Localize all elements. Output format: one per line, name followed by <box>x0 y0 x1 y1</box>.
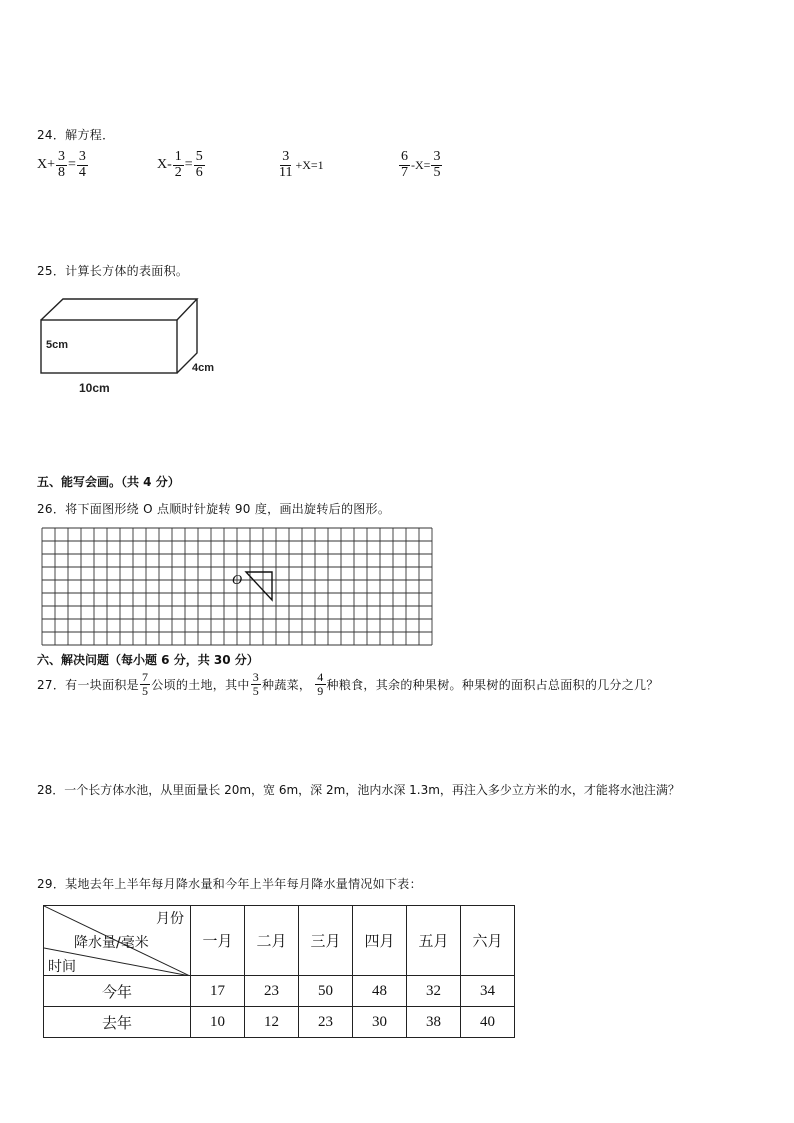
equals-sign: = <box>68 157 76 173</box>
rotation-grid <box>40 526 435 646</box>
month-header: 一月 <box>191 906 245 976</box>
question-27-text-3: 种蔬菜， <box>262 677 312 692</box>
section-5-title: 五、能写会画。（共 4 分） <box>37 475 180 489</box>
header-month-label: 月份 <box>156 911 184 927</box>
table-cell: 48 <box>353 976 407 1007</box>
equation-2-lead: X- <box>157 157 172 173</box>
question-27-text-2: 公顷的土地，其中 <box>151 677 250 692</box>
fraction-3-5-b: $\frac{3}{5}$ <box>252 670 260 698</box>
fraction-7-5: $\frac{7}{5}$ <box>141 670 149 698</box>
equation-1 <box>37 150 89 180</box>
header-unit-label: 降水量/毫米 <box>74 935 149 951</box>
table-header-row <box>44 906 515 976</box>
fraction-6-7: $\frac{6}{7}$ <box>401 149 408 180</box>
cuboid-top-face <box>41 299 197 320</box>
depth-label: 4cm <box>192 362 215 374</box>
equals-sign: = <box>184 157 193 173</box>
question-26-title: 26．将下面图形绕 O 点顺时针旋转 90 度，画出旋转后的图形。 <box>37 502 391 516</box>
table-cell: 12 <box>245 1007 299 1038</box>
table-cell: 50 <box>299 976 353 1007</box>
table-cell: 23 <box>299 1007 353 1038</box>
rainfall-table <box>43 905 515 1038</box>
equation-4 <box>398 150 443 180</box>
cuboid-figure <box>30 295 230 405</box>
month-header: 三月 <box>299 906 353 976</box>
equation-1-lead: X+ <box>37 157 56 173</box>
table-row <box>44 976 515 1007</box>
table-cell: 32 <box>407 976 461 1007</box>
header-time-label: 时间 <box>48 959 76 975</box>
question-28-text: 28．一个长方体水池，从里面量长 20m，宽 6m，深 2m，池内水深 1.3m，再注入多少立方米的水，才能将水池注满？ <box>37 783 680 797</box>
fraction-4-9: $\frac{4}{9}$ <box>317 670 324 698</box>
diagonal-header-cell <box>44 906 191 976</box>
equation-2 <box>157 150 206 180</box>
question-27 <box>37 671 659 697</box>
row-label: 去年 <box>44 1007 191 1038</box>
length-label: 10cm <box>79 381 110 395</box>
row-label: 今年 <box>44 976 191 1007</box>
fraction-3-11: $\frac{3}{11}$ <box>279 149 293 180</box>
month-header: 四月 <box>353 906 407 976</box>
fraction-5-6: $\frac{5}{6}$ <box>195 149 203 180</box>
equation-4-mid: -X= <box>411 157 431 172</box>
table-cell: 10 <box>191 1007 245 1038</box>
equation-3 <box>276 150 324 180</box>
section-6-title: 六、解决问题（每小题 6 分，共 30 分） <box>37 653 259 667</box>
month-header: 六月 <box>461 906 515 976</box>
table-cell: 30 <box>353 1007 407 1038</box>
question-29-title: 29．某地去年上半年每月降水量和今年上半年每月降水量情况如下表： <box>37 877 422 891</box>
question-24-title: 24．解方程． <box>37 128 115 142</box>
table-cell: 40 <box>461 1007 515 1038</box>
center-o-label: O <box>232 573 243 588</box>
question-25-title: 25．计算长方体的表面积。 <box>37 264 189 278</box>
month-header: 二月 <box>245 906 299 976</box>
table-cell: 38 <box>407 1007 461 1038</box>
table-row <box>44 1007 515 1038</box>
fraction-3-5: $\frac{3}{5}$ <box>433 149 441 180</box>
fraction-3-4: $\frac{3}{4}$ <box>78 149 86 180</box>
table-cell: 34 <box>461 976 515 1007</box>
height-label: 5cm <box>46 339 69 351</box>
table-cell: 23 <box>245 976 299 1007</box>
question-27-text-4: 种粮食，其余的种果树。种果树的面积占总面积的几分之几？ <box>326 677 659 692</box>
fraction-1-2: $\frac{1}{2}$ <box>174 149 182 180</box>
fraction-3-8: $\frac{3}{8}$ <box>58 149 66 180</box>
question-27-text-1: 27．有一块面积是 <box>37 677 139 692</box>
table-cell: 17 <box>191 976 245 1007</box>
month-header: 五月 <box>407 906 461 976</box>
equation-3-tail: +X=1 <box>295 157 324 172</box>
